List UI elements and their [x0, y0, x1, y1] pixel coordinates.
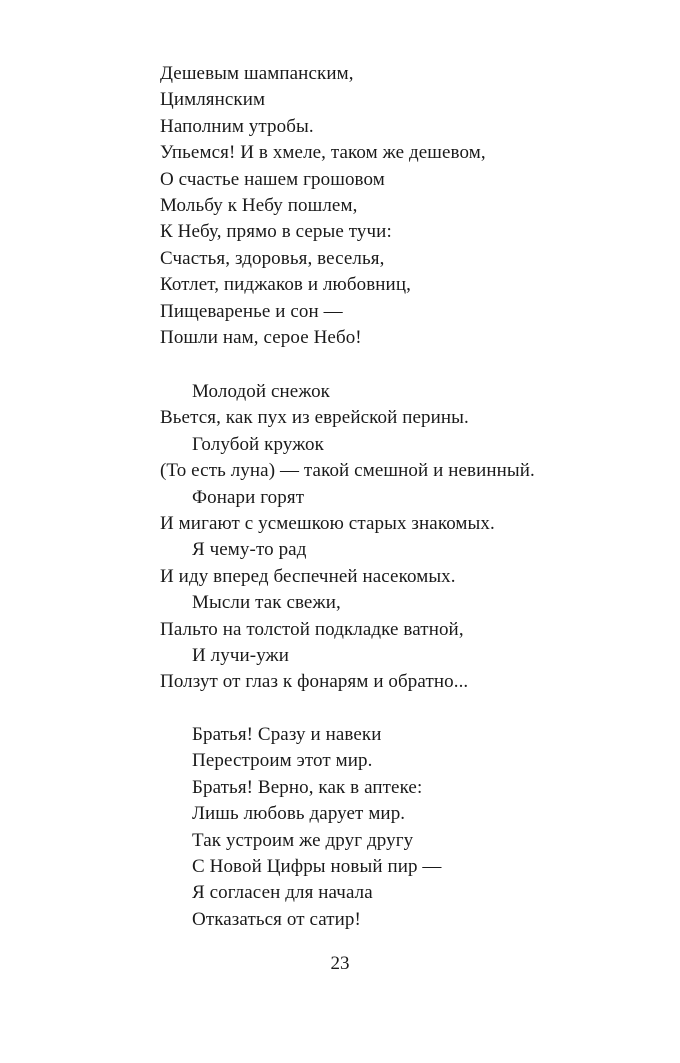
poem-line: О счастье нашем грошовом	[160, 168, 385, 190]
poem-line-indented: Фонари горят	[192, 486, 305, 508]
poem-line-indented: Братья! Сразу и навеки	[192, 724, 382, 745]
poem-line: Пошли нам, серое Небо!	[160, 327, 362, 349]
poem-line: И иду вперед беспечней насекомых.	[160, 565, 456, 587]
poem-line: Ползут от глаз к фонарям и обратно...	[160, 671, 469, 693]
poem-line: Вьется, как пух из еврейской перины.	[160, 407, 469, 429]
poem-line: Котлет, пиджаков и любовниц,	[160, 274, 411, 296]
poem-line-indented: И лучи-ужи	[192, 645, 290, 667]
stanza-3	[160, 722, 442, 933]
poem-line: Пальто на толстой подкладке ватной,	[160, 618, 464, 640]
poem-line: (То есть луна) — такой смешной и невинный.	[160, 460, 535, 482]
poem-line: Наполним утробы.	[160, 115, 314, 137]
poem-line: Счастья, здоровья, веселья,	[160, 247, 385, 269]
poem-line-indented: Лишь любовь дарует мир.	[192, 803, 406, 825]
poem-line-indented: Перестроим этот мир.	[192, 750, 373, 772]
stanza-2	[160, 379, 535, 696]
poem-line: Цимлянским	[160, 89, 266, 111]
poem-line-indented: Я согласен для начала	[192, 882, 373, 904]
poem-line: Пищеваренье и сон —	[160, 300, 343, 322]
poem-line-indented: Молодой снежок	[192, 381, 331, 402]
poem-line: К Небу, прямо в серые тучи:	[160, 221, 392, 243]
poem-line-indented: С Новой Цифры новый пир —	[192, 856, 442, 878]
poem-line: Упьемся! И в хмеле, таком же дешевом,	[160, 142, 486, 164]
poem-line-indented: Мысли так свежи,	[192, 592, 341, 614]
poem-line: Мольбу к Небу пошлем,	[160, 195, 358, 217]
poem-line: И мигают с усмешкою старых знакомых.	[160, 513, 495, 535]
stanza-1	[160, 61, 486, 351]
poem-line-indented: Братья! Верно, как в аптеке:	[192, 776, 423, 798]
poem-line-indented: Так устроим же друг другу	[192, 829, 414, 851]
poem-line-indented: Я чему-то рад	[192, 539, 307, 561]
poem-line: Дешевым шампанским,	[160, 63, 354, 84]
page-number: 23	[330, 953, 350, 974]
poem-line-indented: Голубой кружок	[192, 433, 324, 455]
poem-line-indented: Отказаться от сатир!	[192, 908, 361, 930]
